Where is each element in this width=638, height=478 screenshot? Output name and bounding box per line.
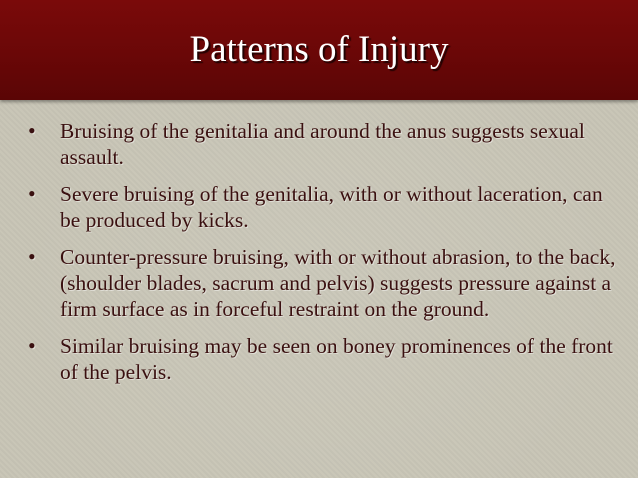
bullet-text: Bruising of the genitalia and around the anus suggests sexual assault. — [60, 119, 585, 169]
bullet-list — [26, 118, 626, 396]
bullet-item — [26, 181, 626, 233]
slide-title: Patterns of Injury — [189, 29, 449, 70]
bullet-dot-icon: • — [28, 244, 36, 269]
bullet-text: Counter-pressure bruising, with or without abrasion, to the back, (shoulder blades, sacrum and pelvis) suggests pressure against a firm surface as in forceful restraint on the ground. — [60, 245, 616, 321]
bullet-item — [26, 244, 626, 322]
bullet-dot-icon: • — [28, 181, 36, 206]
bullet-item — [26, 118, 626, 170]
bullet-text: Similar bruising may be seen on boney prominences of the front of the pelvis. — [60, 334, 613, 384]
bullet-dot-icon: • — [28, 333, 36, 358]
title-bar — [0, 0, 638, 100]
bullet-item — [26, 333, 626, 385]
bullet-text: Severe bruising of the genitalia, with or without laceration, can be produced by kicks. — [60, 182, 603, 232]
bullet-dot-icon: • — [28, 118, 36, 143]
